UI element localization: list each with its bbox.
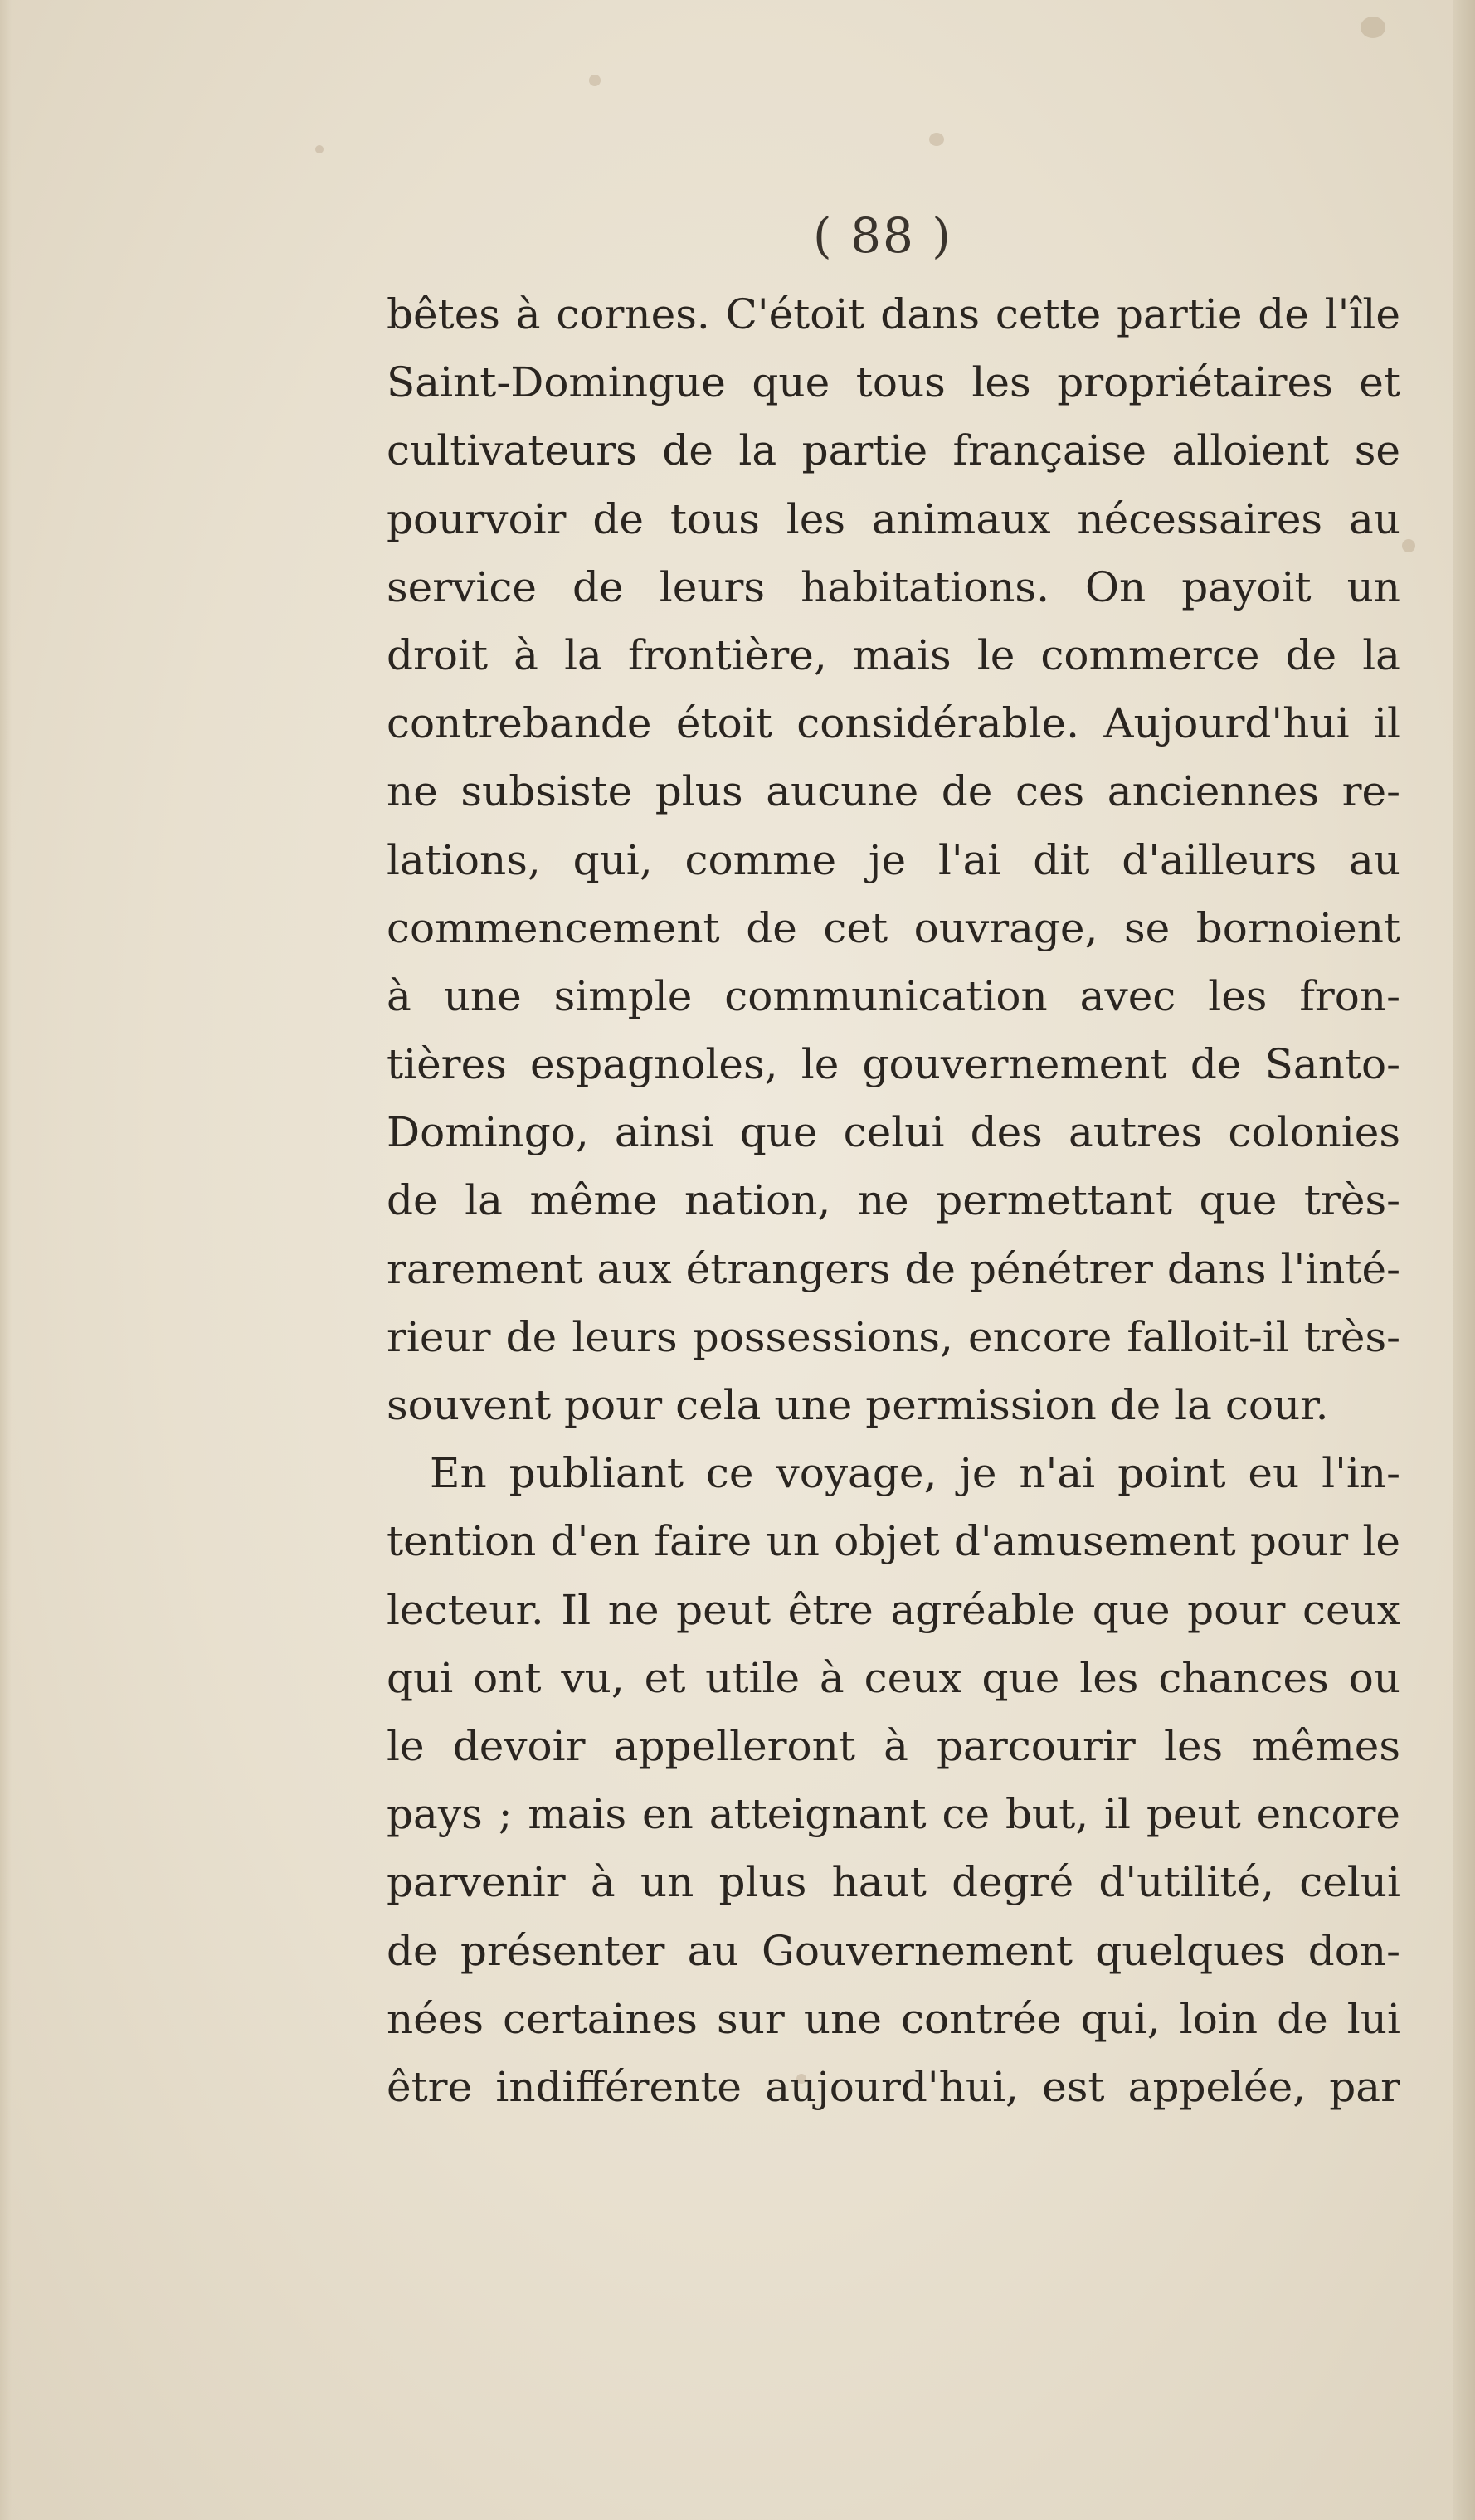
text-line: service de leurs habitations. On payoit un	[387, 562, 1400, 611]
text-line: nées certaines sur une contrée qui, loin de lui	[387, 1994, 1400, 2043]
page-right-edge	[1453, 0, 1475, 2520]
paper-spot	[1402, 539, 1415, 552]
text-line: le devoir appelleront à parcourir les mêmes	[387, 1721, 1400, 1770]
text-line: lations, qui, comme je l'ai dit d'ailleurs au	[387, 835, 1400, 884]
text-line: rarement aux étrangers de pénétrer dans l'inté-	[387, 1244, 1400, 1293]
page-number: ( 88 )	[813, 207, 952, 264]
text-line: lecteur. Il ne peut être agréable que pour ceux	[387, 1585, 1400, 1634]
body-text	[387, 280, 1400, 2121]
page-left-shadow	[0, 0, 12, 2520]
text-line: à une simple communication avec les fron-	[387, 971, 1400, 1020]
text-line: bêtes à cornes. C'étoit dans cette partie de l'île	[387, 290, 1400, 338]
text-line: pays ; mais en atteignant ce but, il peut encore	[387, 1790, 1400, 1839]
text-line: commencement de cet ouvrage, se bornoient	[387, 903, 1400, 952]
text-line: droit à la frontière, mais le commerce de la	[387, 630, 1400, 679]
text-line: Saint-Domingue que tous les propriétaires et	[387, 358, 1400, 407]
paper-spot	[1361, 17, 1385, 38]
paper-spot	[929, 133, 944, 146]
paper-spot	[589, 75, 601, 86]
text-line: ne subsiste plus aucune de ces anciennes re-	[387, 767, 1400, 816]
text-line: tention d'en faire un objet d'amusement pour le	[387, 1517, 1400, 1566]
text-line: de présenter au Gouvernement quelques don-	[387, 1926, 1400, 1975]
text-line: Domingo, ainsi que celui des autres colonies	[387, 1108, 1400, 1157]
text-line: cultivateurs de la partie française alloient se	[387, 426, 1400, 475]
text-line: être indifférente aujourd'hui, est appelée, par	[387, 2062, 1400, 2111]
text-line: En publiant ce voyage, je n'ai point eu l'in-	[430, 1449, 1400, 1498]
text-line: pourvoir de tous les animaux nécessaires au	[387, 494, 1400, 543]
text-line: de la même nation, ne permettant que très-	[387, 1176, 1400, 1225]
text-line: qui ont vu, et utile à ceux que les chances ou	[387, 1653, 1400, 1702]
text-line: tières espagnoles, le gouvernement de Santo-	[387, 1040, 1400, 1089]
text-line: parvenir à un plus haut degré d'utilité, celui	[387, 1858, 1400, 1907]
text-line: contrebande étoit considérable. Aujourd'hui il	[387, 699, 1400, 748]
text-line: rieur de leurs possessions, encore falloit-il très-	[387, 1312, 1400, 1361]
text-line: souvent pour cela une permission de la cour.	[387, 1381, 1329, 1429]
paper-spot	[315, 145, 324, 153]
